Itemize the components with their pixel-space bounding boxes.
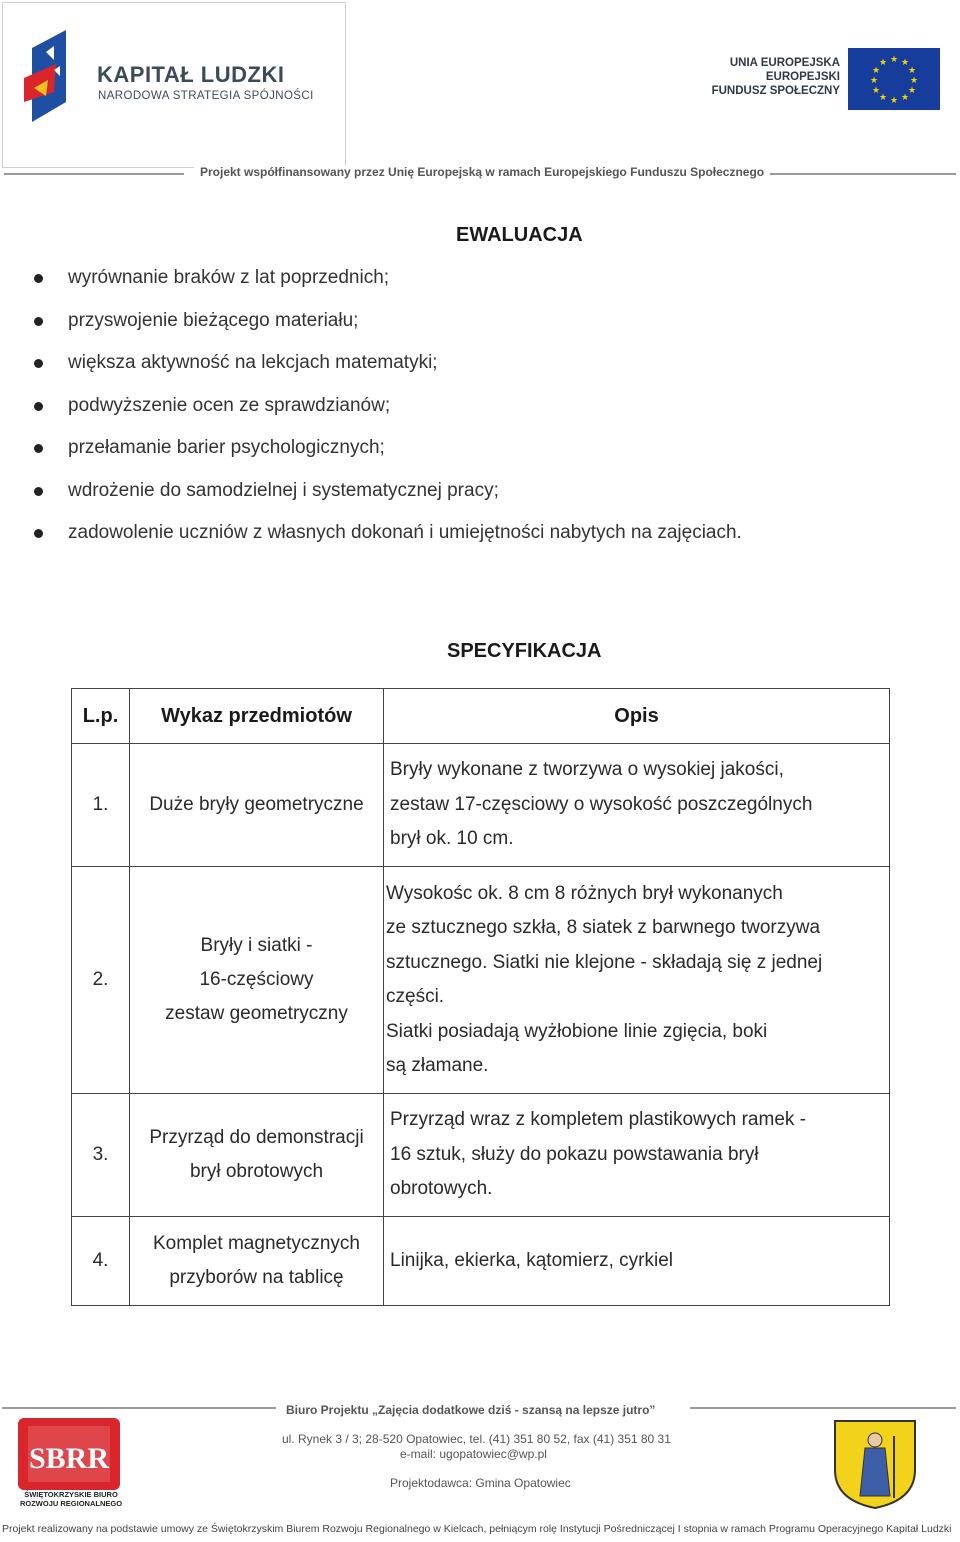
footer-divider-left xyxy=(2,1407,276,1409)
item-description: Bryły wykonane z tworzywa o wysokiej jakości, zestaw 17-częsciowy o wysokość poszczególnych brył ok. 10 cm. xyxy=(384,744,890,867)
project-office-address xyxy=(282,1432,671,1462)
bullet-icon xyxy=(34,317,43,326)
table-row xyxy=(72,867,890,1094)
sbrr-logo-text: SBRR xyxy=(28,1442,110,1475)
address-line: ul. Rynek 3 / 3; 28-520 Opatowiec, tel. (41) 351 80 52, fax (41) 351 80 31 xyxy=(282,1432,671,1446)
item-name: Bryły i siatki - 16-częściowy zestaw geometryczny xyxy=(130,867,384,1094)
footer-bottom-note: Projekt realizowany na podstawie umowy ze Świętokrzyskim Biurem Rozwoju Regionalnego w Kielcach, pełniącym rolę Instytucji Pośredniczącej I stopnia w ramach Programu Operacyjnego Kapitał Ludzki xyxy=(2,1523,952,1535)
row-number: 3. xyxy=(72,1094,130,1217)
eu-line-2: EUROPEJSKI xyxy=(765,71,840,83)
bullet-icon xyxy=(34,402,43,411)
specification-heading: SPECYFIKACJA xyxy=(447,640,602,662)
bullet-icon xyxy=(34,444,43,453)
row-number: 4. xyxy=(72,1217,130,1306)
table-row xyxy=(72,1217,890,1306)
svg-text:★: ★ xyxy=(878,58,888,68)
footer-divider-right xyxy=(690,1407,956,1409)
svg-text:★: ★ xyxy=(871,66,881,76)
row-number: 2. xyxy=(72,867,130,1094)
svg-text:★: ★ xyxy=(900,93,910,103)
svg-text:★: ★ xyxy=(907,86,917,96)
bullet-icon xyxy=(34,359,43,368)
svg-text:★: ★ xyxy=(889,96,899,106)
project-office-title: Biuro Projektu „Zajęcia dodatkowe dziś - szansą na lepsze jutro” xyxy=(280,1403,661,1417)
evaluation-heading: EWALUACJA xyxy=(456,224,583,246)
email-line: e-mail: ugopatowiec@wp.pl xyxy=(400,1447,547,1461)
svg-text:★: ★ xyxy=(907,66,917,76)
table-header-row xyxy=(72,689,890,744)
svg-text:★: ★ xyxy=(869,76,879,86)
svg-text:★: ★ xyxy=(871,86,881,96)
list-item: większa aktywność na lekcjach matematyki; xyxy=(30,348,742,391)
svg-text:★: ★ xyxy=(878,93,888,103)
list-item: wyrównanie braków z lat poprzednich; xyxy=(30,263,742,306)
list-item: wdrożenie do samodzielnej i systematycznej pracy; xyxy=(30,476,742,519)
cofinancing-note: Projekt współfinansowany przez Unię Europejską w ramach Europejskiego Funduszu Społecznego xyxy=(194,165,770,179)
item-name: Przyrząd do demonstracji brył obrotowych xyxy=(130,1094,384,1217)
item-description: Linijka, ekierka, kątomierz, cyrkiel xyxy=(384,1217,890,1306)
bullet-icon xyxy=(34,274,43,283)
list-item: przełamanie barier psychologicznych; xyxy=(30,433,742,476)
column-header-items: Wykaz przedmiotów xyxy=(130,689,384,744)
list-item: przyswojenie bieżącego materiału; xyxy=(30,306,742,349)
table-row xyxy=(72,744,890,867)
header-divider-right xyxy=(768,173,956,175)
specification-table xyxy=(71,688,890,1306)
column-header-description: Opis xyxy=(384,689,890,744)
bullet-icon xyxy=(34,487,43,496)
header-divider-left xyxy=(4,173,184,175)
item-description: Przyrząd wraz z kompletem plastikowych ramek - 16 sztuk, służy do pokazu powstawania brył obrotowych. xyxy=(384,1094,890,1217)
eu-text-block xyxy=(712,56,840,98)
opatowiec-crest-icon xyxy=(832,1418,918,1510)
list-item: podwyższenie ocen ze sprawdzianów; xyxy=(30,391,742,434)
kapital-ludzki-emblem-icon xyxy=(24,30,79,125)
bullet-icon xyxy=(34,529,43,538)
row-number: 1. xyxy=(72,744,130,867)
table-row xyxy=(72,1094,890,1217)
logo-subtitle: NARODOWA STRATEGIA SPÓJNOŚCI xyxy=(98,90,314,102)
svg-text:★: ★ xyxy=(909,76,919,86)
item-name: Komplet magnetycznych przyborów na tablicę xyxy=(130,1217,384,1306)
list-item: zadowolenie uczniów z własnych dokonań i umiejętności nabytych na zajęciach. xyxy=(30,518,742,561)
logo-title: KAPITAŁ LUDZKI xyxy=(97,62,285,87)
svg-text:★: ★ xyxy=(900,58,910,68)
column-header-lp: L.p. xyxy=(72,689,130,744)
evaluation-list xyxy=(30,263,742,561)
eu-line-3: FUNDUSZ SPOŁECZNY xyxy=(711,85,840,97)
item-description: Wysokośc ok. 8 cm 8 różnych brył wykonanych ze sztucznego szkła, 8 siatek z barwnego tworzywa sztucznego. Siatki nie klejone - składają się z jednej części. Siatki posiadają wyżłobione linie zgięcia, boki są złamane. xyxy=(384,867,890,1094)
project-lead: Projektodawca: Gmina Opatowiec xyxy=(390,1476,571,1490)
svg-text:★: ★ xyxy=(889,55,899,65)
item-name: Duże bryły geometryczne xyxy=(130,744,384,867)
eu-line-1: UNIA EUROPEJSKA xyxy=(729,57,840,69)
sbrr-caption: ŚWIĘTOKRZYSKIE BIURO ROZWOJU REGIONALNEGO xyxy=(19,1490,123,1508)
eu-flag-icon xyxy=(848,48,940,110)
